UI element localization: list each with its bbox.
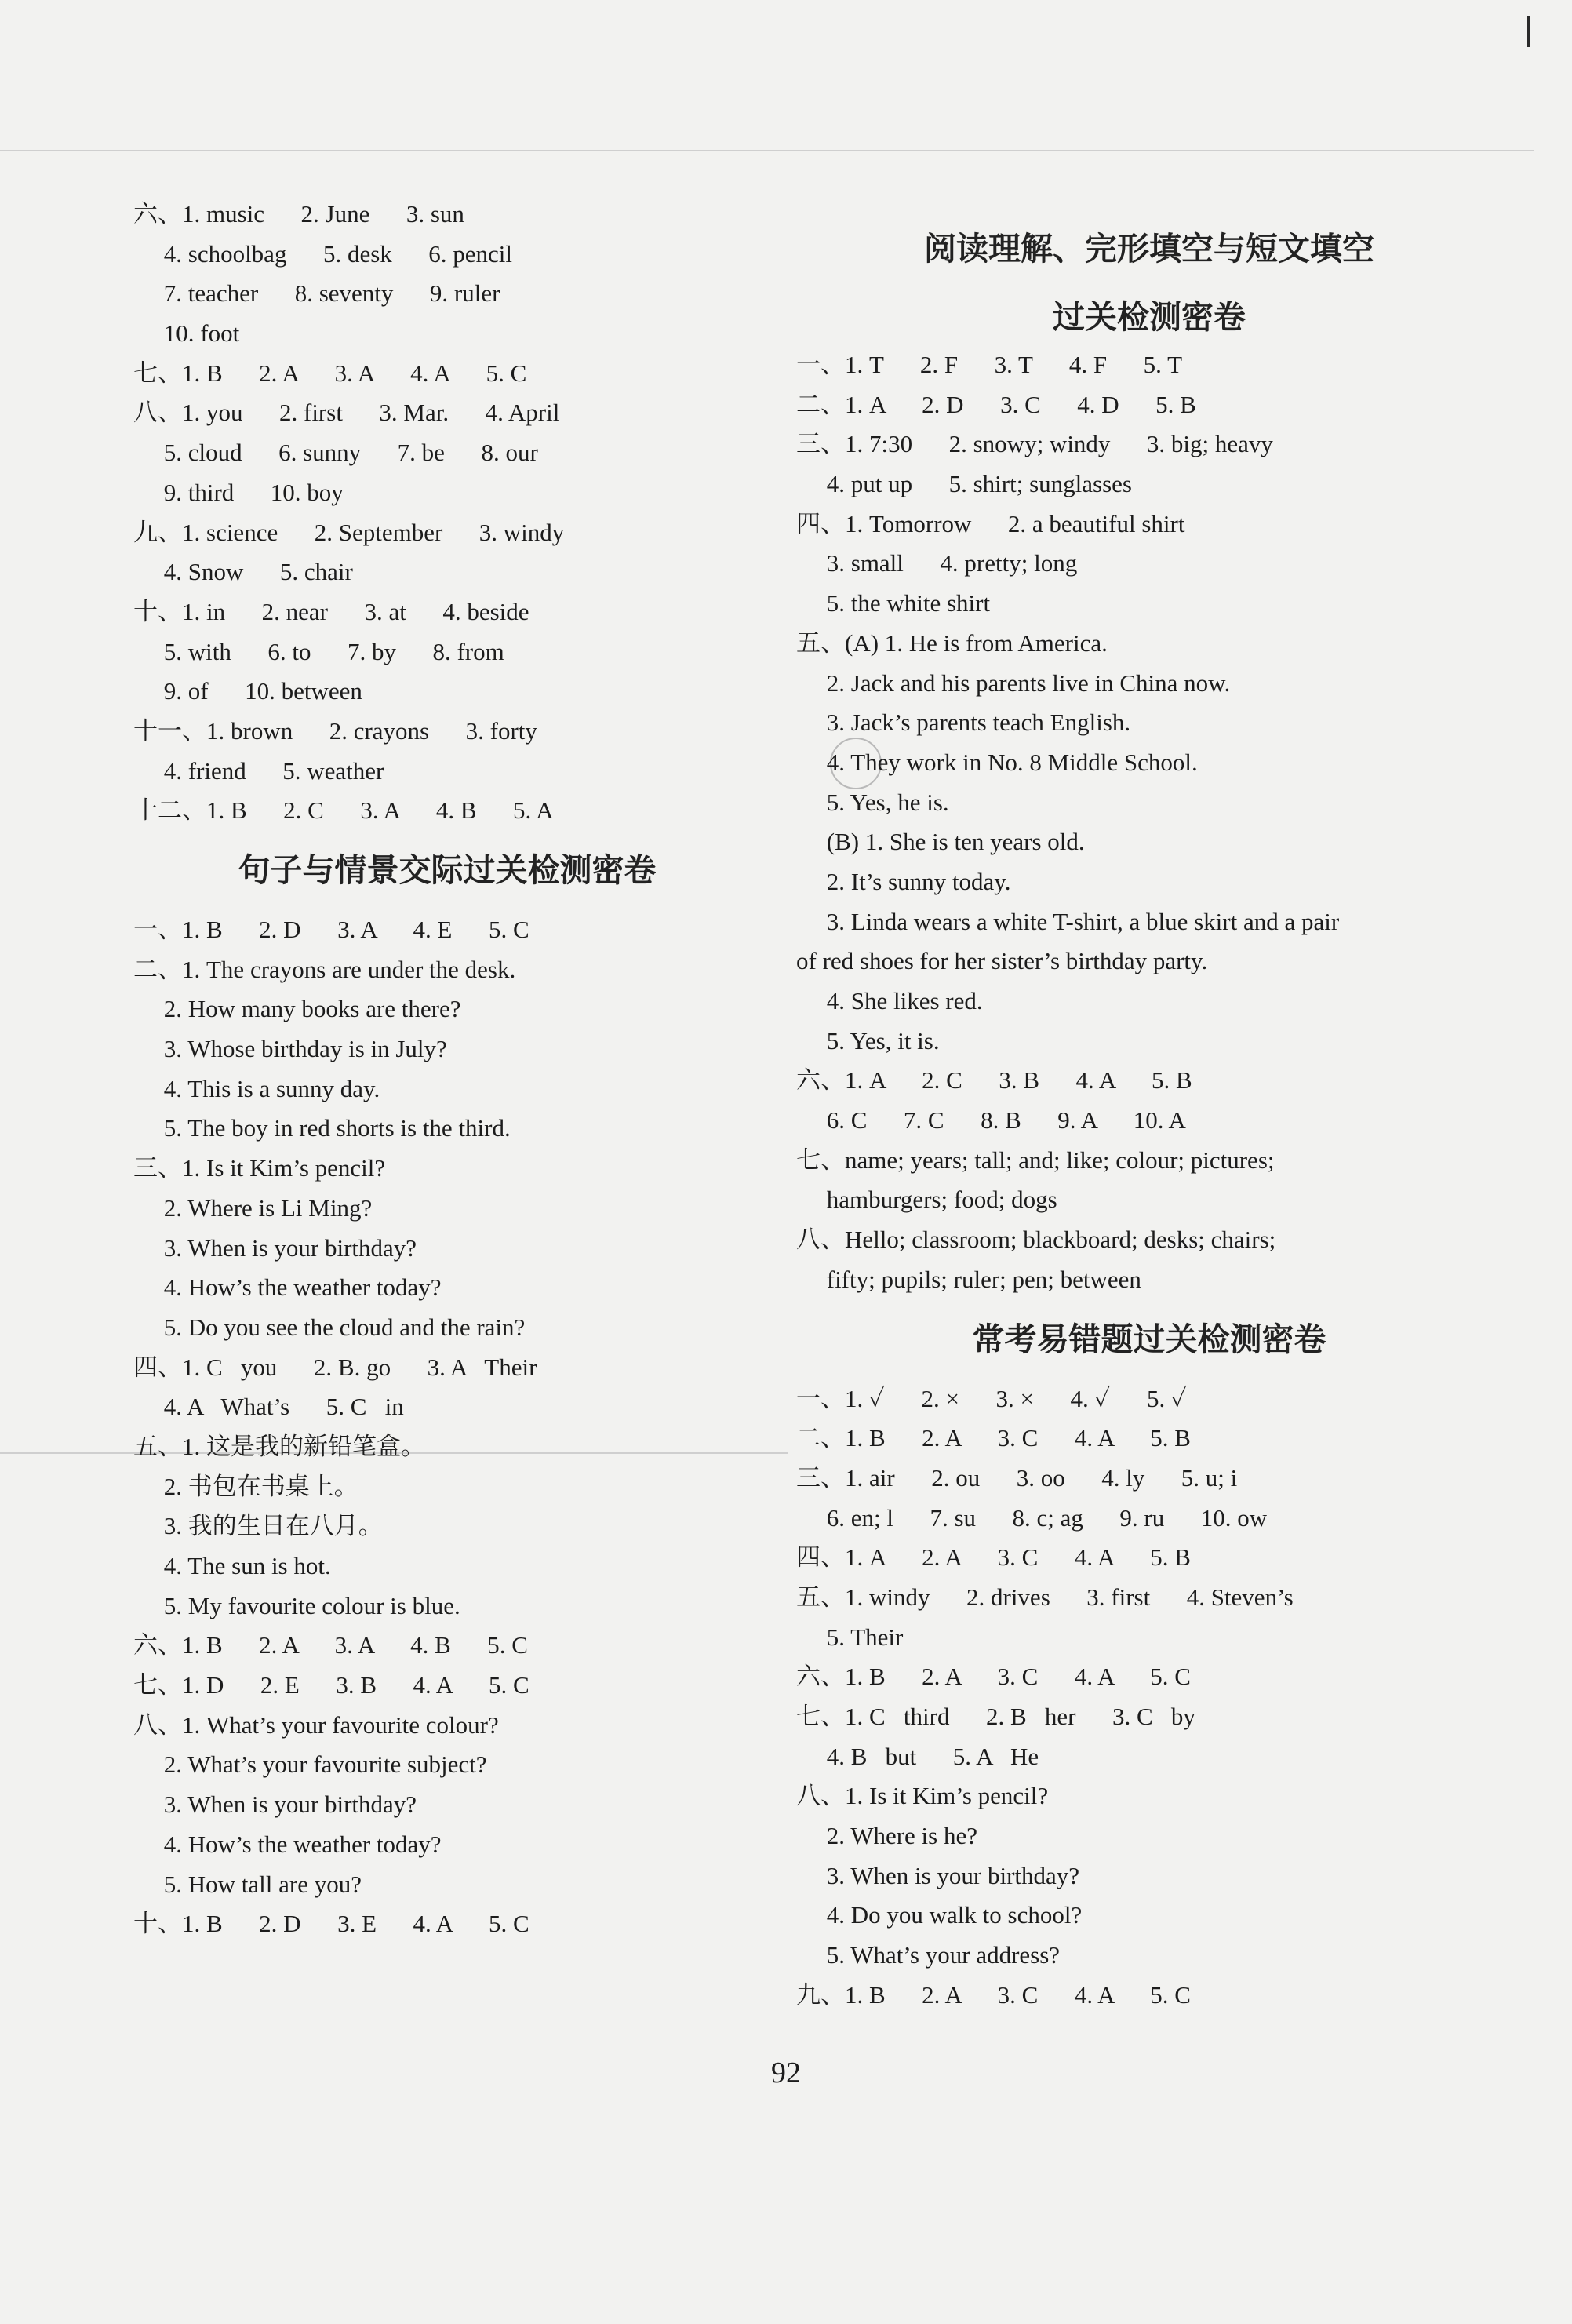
answer-line: 五、(A) 1. He is from America.: [796, 628, 1108, 657]
answer-line: 八、1. Is it Kim’s pencil?: [796, 1782, 1049, 1810]
answer-line: 2. What’s your favourite subject?: [133, 1750, 487, 1779]
answer-line: 5. cloud 6. sunny 7. be 8. our: [133, 439, 538, 467]
answer-line: 四、1. A 2. A 3. C 4. A 5. B: [796, 1543, 1191, 1572]
answer-line: 六、1. B 2. A 3. A 4. B 5. C: [133, 1631, 528, 1659]
answer-line: 六、1. B 2. A 3. C 4. A 5. C: [796, 1663, 1191, 1691]
answer-line: 一、1. ✓ 2. × 3. × 4. ✓ 5. ✓: [796, 1384, 1187, 1412]
answer-line: 九、1. science 2. September 3. windy: [133, 518, 565, 546]
answer-line: 3. 我的生日在八月。: [133, 1512, 383, 1540]
answer-line: 三、1. 7:30 2. snowy; windy 3. big; heavy: [796, 430, 1273, 458]
answer-line: 八、1. you 2. first 3. Mar. 4. April: [133, 399, 560, 427]
answer-line: 4. How’s the weather today?: [133, 1830, 442, 1858]
answer-line: 2. Jack and his parents live in China now.: [796, 668, 1231, 697]
answer-line: 一、1. B 2. D 3. A 4. E 5. C: [133, 916, 529, 943]
answer-line: 5. My favourite colour is blue.: [133, 1591, 460, 1619]
answer-line: 2. 书包在书桌上。: [133, 1472, 358, 1500]
top-rule: [0, 150, 1534, 151]
answer-line: 6. C 7. C 8. B 9. A 10. A: [796, 1106, 1186, 1135]
answer-line: hamburgers; food; dogs: [796, 1186, 1057, 1214]
corner-mark: [1527, 16, 1530, 47]
answer-line: 五、1. windy 2. drives 3. first 4. Steven’s: [796, 1583, 1294, 1611]
answer-line: 4. Do you walk to school?: [796, 1901, 1083, 1929]
answer-line: 4. The sun is hot.: [133, 1552, 331, 1579]
answer-line: 2. How many books are there?: [133, 995, 461, 1023]
answer-line: 4. How’s the weather today?: [133, 1273, 442, 1302]
answer-line: 4. friend 5. weather: [133, 756, 384, 785]
answer-line: 4. She likes red.: [796, 987, 983, 1014]
answer-line: 9. of 10. between: [133, 677, 362, 705]
answer-line: 六、1. music 2. June 3. sun: [133, 200, 464, 228]
answer-line: 九、1. B 2. A 3. C 4. A 5. C: [796, 1980, 1191, 2009]
answer-line: 七、1. C third 2. B her 3. C by: [796, 1703, 1195, 1730]
section-heading: 句子与情景交际过关检测密卷: [238, 851, 657, 889]
answer-line: 五、1. 这是我的新铅笔盒。: [133, 1432, 425, 1460]
answer-line: 2. Where is he?: [796, 1822, 977, 1850]
answer-line: 6. en; l 7. su 8. c; ag 9. ru 10. ow: [796, 1503, 1268, 1532]
answer-line: 3. When is your birthday?: [796, 1861, 1080, 1889]
answer-line: 六、1. A 2. C 3. B 4. A 5. B: [796, 1066, 1192, 1095]
answer-line: 3. When is your birthday?: [133, 1233, 417, 1262]
answer-line: 二、1. The crayons are under the desk.: [133, 955, 516, 983]
answer-line: 3. When is your birthday?: [133, 1790, 417, 1819]
answer-line: 5. with 6. to 7. by 8. from: [133, 637, 504, 665]
answer-line: 4. They work in No. 8 Middle School.: [796, 748, 1198, 776]
answer-line: 3. Linda wears a white T-shirt, a blue skirt and a pair: [796, 907, 1340, 935]
answer-line: 4. This is a sunny day.: [133, 1074, 380, 1102]
answer-line: 9. third 10. boy: [133, 478, 344, 506]
answer-line: 二、1. B 2. A 3. C 4. A 5. B: [796, 1424, 1191, 1452]
answer-line: 4. put up 5. shirt; sunglasses: [796, 470, 1132, 498]
answer-line: 七、1. D 2. E 3. B 4. A 5. C: [133, 1671, 529, 1699]
answer-line: 二、1. A 2. D 3. C 4. D 5. B: [796, 390, 1196, 418]
answer-line: 5. Yes, he is.: [796, 788, 949, 816]
left-answer-column: [133, 195, 761, 1944]
answer-line: 7. teacher 8. seventy 9. ruler: [133, 279, 500, 308]
answer-line: 三、1. air 2. ou 3. oo 4. ly 5. u; i: [796, 1463, 1238, 1492]
answer-line: 十一、1. brown 2. crayons 3. forty: [133, 716, 537, 745]
answer-line: 八、1. What’s your favourite colour?: [133, 1710, 499, 1739]
answer-line: 四、1. Tomorrow 2. a beautiful shirt: [796, 509, 1185, 537]
section-heading: 过关检测密卷: [1053, 298, 1246, 336]
answer-line: 十、1. B 2. D 3. E 4. A 5. C: [133, 1910, 529, 1938]
answer-line: 10. foot: [133, 319, 240, 348]
answer-line: 5. Do you see the cloud and the rain?: [133, 1313, 526, 1341]
answer-line: 2. It’s sunny today.: [796, 867, 1011, 895]
answer-line: 4. Snow 5. chair: [133, 558, 353, 586]
answer-line: 4. B but 5. A He: [796, 1742, 1039, 1770]
answer-line: 4. A What’s 5. C in: [133, 1393, 404, 1421]
section-heading: 阅读理解、完形填空与短文填空: [924, 230, 1374, 268]
answer-line: 四、1. C you 2. B. go 3. A Their: [133, 1353, 537, 1381]
answer-line: 3. small 4. pretty; long: [796, 549, 1078, 577]
answer-line: 5. The boy in red shorts is the third.: [133, 1114, 511, 1142]
page-number: 92: [771, 2056, 801, 2089]
answer-line: 八、Hello; classroom; blackboard; desks; chairs;: [796, 1226, 1276, 1254]
answer-line: 4. schoolbag 5. desk 6. pencil: [133, 239, 513, 268]
answer-line: 七、1. B 2. A 3. A 4. A 5. C: [133, 359, 527, 387]
answer-line: 3. Whose birthday is in July?: [133, 1035, 447, 1063]
answer-line: 十、1. in 2. near 3. at 4. beside: [133, 597, 529, 625]
answer-line: 5. Their: [796, 1623, 904, 1651]
answer-line: 十二、1. B 2. C 3. A 4. B 5. A: [133, 796, 554, 825]
answer-line: (B) 1. She is ten years old.: [796, 828, 1085, 856]
section-heading: 常考易错题过关检测密卷: [972, 1320, 1326, 1358]
answer-line: fifty; pupils; ruler; pen; between: [796, 1265, 1141, 1293]
answer-line: of red shoes for her sister’s birthday party.: [796, 947, 1208, 975]
answer-line: 七、name; years; tall; and; like; colour; pictures;: [796, 1146, 1275, 1174]
answer-line: 5. Yes, it is.: [796, 1026, 940, 1055]
answer-line: 三、1. Is it Kim’s pencil?: [133, 1154, 386, 1182]
answer-line: 5. the white shirt: [796, 589, 991, 617]
answer-line: 5. How tall are you?: [133, 1870, 362, 1898]
answer-line: 2. Where is Li Ming?: [133, 1193, 373, 1222]
answer-line: 5. What’s your address?: [796, 1941, 1061, 1969]
answer-line: 3. Jack’s parents teach English.: [796, 708, 1131, 737]
right-answer-column: [796, 209, 1502, 2016]
answer-line: 一、1. T 2. F 3. T 4. F 5. T: [796, 351, 1183, 378]
